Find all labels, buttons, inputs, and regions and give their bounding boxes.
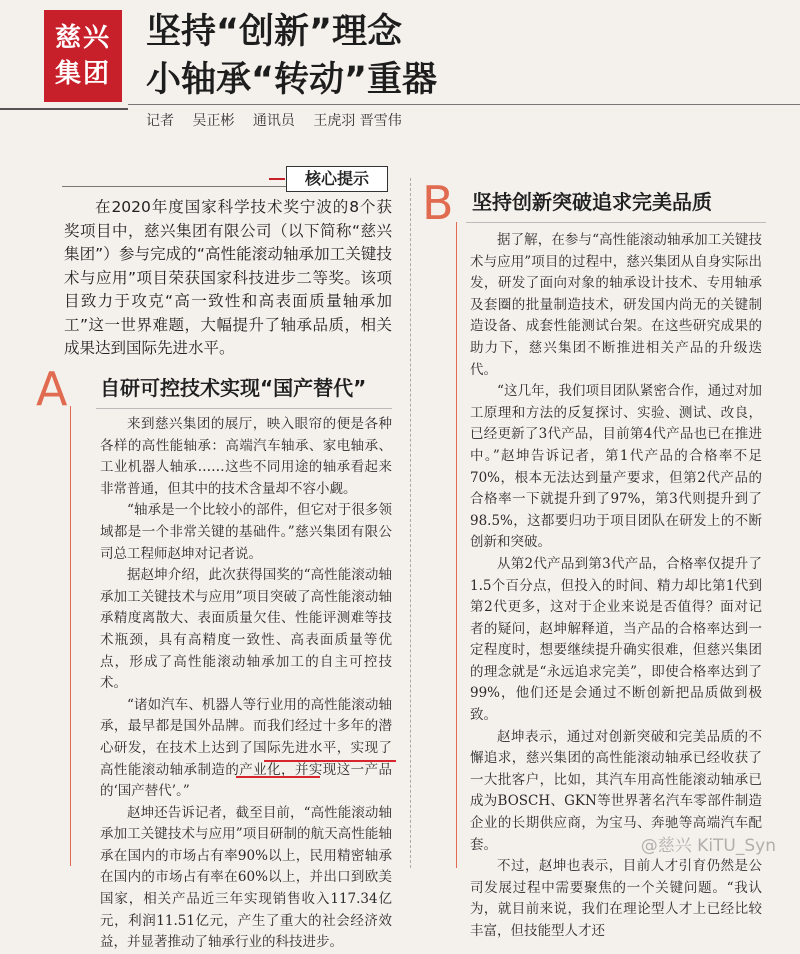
header-rule-right [128,104,800,105]
reporter-name: 吴正彬 [192,113,235,129]
section-a-rule [70,406,71,866]
section-a-body [100,414,392,954]
column-divider [410,178,411,868]
section-b-paragraph: 不过，赵坤也表示，目前人才引育仍然是公司发展过程中需要聚焦的一个关键问题。“我认为，就目前来说，我们在理论型人才上已经比较丰富，但技能型人才还 [470,858,762,939]
section-b-title: 坚持创新突破追求完美品质 [472,190,712,214]
badge-line-2: 集团 [54,59,111,89]
section-a-paragraph: 据赵坤介绍，此次获得国奖的“高性能滚动轴承加工关键技术与应用”项目突破了高性能滚动轴承精度离散大、表面质量欠佳、性能评测难等技术瓶颈，具有高精度一致性、高表面质量等优点，形成了高性能滚动轴承加工的自主可控技术。 [100,567,392,692]
badge-line-1: 慈兴 [54,23,111,53]
byline [146,110,416,130]
headline-line-1: 坚持“创新”理念 [146,12,403,52]
section-a-paragraph: 赵坤还告诉记者，截至目前，“高性能滚动轴承加工关键技术与应用”项目研制的航天高性能轴承在国内的市场占有率90%以上，民用精密轴承在国内的市场占有率在60%以上，并出口到欧美国家，相关产品近三年实现销售收入117.34亿元，利润11.51亿元，产生了重大的社会经济效益，并显著推动了轴承行业的科技进步。 [100,804,392,951]
section-a-paragraph: “诸如汽车、机器人等行业用的高性能滚动轴承，最早都是国外品牌。而我们经过十多年的潜心研发，在技术上达到了国际先进水平，实现了高性能滚动轴承制造的产业化，并实现这一产品的‘国产替代’。” [100,696,392,800]
section-b-rule [456,222,457,868]
watermark: @慈兴 KiTU_Syn [640,836,776,856]
section-a-paragraph: 来到慈兴集团的展厅，映入眼帘的便是各种各样的高性能轴承：高端汽车轴承、家电轴承、工业机器人轴承……这些不同用途的轴承看起来非常普通，但其中的技术含量却不容小觑。 [100,416,392,497]
section-a-title: 自研可控技术实现“国产替代” [100,376,367,400]
reporter-label: 记者 [146,113,174,129]
section-b-paragraph: 赵坤表示，通过对创新突破和完美品质的不懈追求，慈兴集团的高性能滚动轴承已经收获了一大批客户，比如，其汽车用高性能滚动轴承已成为BOSCH、GKN等世界著名汽车零部件制造企业的长期供应商，为宝马、奔驰等高端汽车配套。 [470,728,762,853]
brand-badge [44,10,122,102]
highlight-underline [236,776,320,778]
intro-paragraph: 在2020年度国家科学技术奖宁波的8个获奖项目中，慈兴集团有限公司（以下简称“慈兴集团”）参与完成的“高性能滚动轴承加工关键技术与应用”项目荣获国家科技进步二等奖。该项目致力于攻克“高一致性和高表面质量轴承加工”这一世界难题，大幅提升了轴承品质，相关成果达到国际先进水平。 [64,198,392,357]
hint-tag: 核心提示 [286,166,388,192]
section-a-title-rule [96,408,392,409]
correspondent-label: 通讯员 [252,113,295,129]
section-b-title-rule [466,222,766,223]
headline-line-2: 小轴承“转动”重器 [146,60,438,100]
header-rule-left [0,108,128,110]
highlight-underline [264,760,396,762]
section-a-letter: A [36,362,68,416]
section-b-paragraph: 从第2代产品到第3代产品，合格率仅提升了1.5个百分点，但投入的时间、精力却比第1代到第2代更多，这对于企业来说是否值得？面对记者的疑问，赵坤解释道，当产品的合格率达到一定程度时，想要继续提升确实很难，但慈兴集团的理念就是“永远追求完美”，即使合格率达到了99%，他们还是会通过不断创新把品质做到极致。 [470,555,762,724]
headline [146,8,706,104]
section-b-paragraph: 据了解，在参与“高性能滚动轴承加工关键技术与应用”项目的过程中，慈兴集团从自身实际出发，研发了面向对象的轴承设计技术、专用轴承及套圈的批量制造技术，研发国内尚无的关键制造设备、成套性能测试台架。在这些研究成果的助力下，慈兴集团不断推进相关产品的升级迭代。 [470,232,762,378]
section-b-paragraph: “这几年，我们项目团队紧密合作，通过对加工原理和方法的反复探讨、实验、测试、改良，已经更新了3代产品，目前第4代产品也已在推进中。”赵坤告诉记者，第1代产品的合格率不足70%，根本无法达到量产要求，但第2代产品的合格率一下就提升到了97%，第3代则提升到了98.5%，这都要归功于项目团队在研发上的不断创新和突破。 [470,383,762,551]
section-b-letter: B [422,176,454,230]
correspondent-names: 王虎羽 晋雪伟 [313,113,402,129]
section-a-paragraph: “轴承是一个比较小的部件，但它对于很多领域都是一个非常关键的基础件。”慈兴集团有限公司总工程师赵坤对记者说。 [100,502,392,562]
